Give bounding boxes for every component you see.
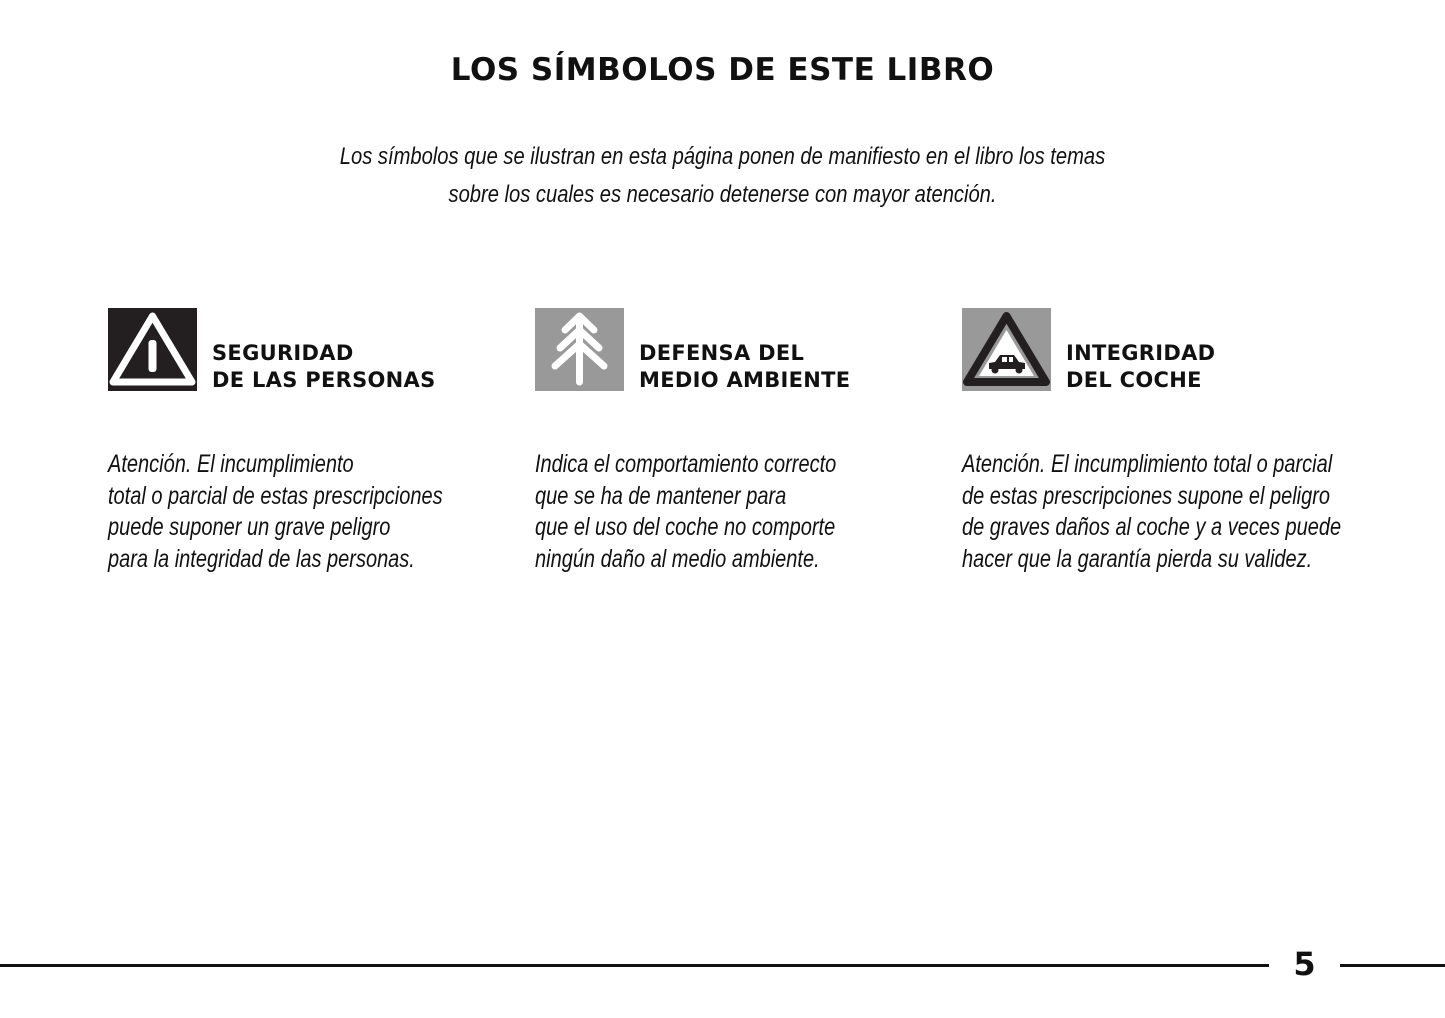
footer-rule	[1340, 964, 1445, 967]
description-line: total o parcial de estas prescripciones	[108, 481, 443, 510]
description-line: de graves daños al coche y a veces puede	[962, 513, 1342, 541]
symbol-title	[639, 340, 850, 394]
symbol-title-line: INTEGRIDAD	[1066, 341, 1216, 365]
intro-line: sobre los cuales es necesario detenerse con mayor atención.	[448, 181, 997, 208]
page-title: LOS SÍMBOLOS DE ESTE LIBRO	[450, 52, 995, 88]
symbol-title	[1066, 340, 1215, 394]
intro-text	[116, 138, 1330, 214]
description-line: hacer que la garantía pierda su validez.	[962, 544, 1313, 573]
symbol-title-line: MEDIO AMBIENTE	[639, 368, 851, 392]
symbol-title	[212, 340, 436, 394]
symbol-environment	[535, 308, 955, 575]
warning-triangle-icon	[108, 308, 197, 391]
symbol-car-integrity	[962, 308, 1382, 575]
symbol-description	[962, 449, 1378, 575]
symbol-title-line: DE LAS PERSONAS	[212, 368, 436, 392]
description-line: de estas prescripciones supone el peligro	[962, 481, 1330, 510]
description-line: Atención. El incumplimiento total o parcial	[962, 450, 1333, 478]
description-line: ningún daño al medio ambiente.	[535, 544, 820, 573]
footer-rule	[0, 964, 1269, 967]
symbol-title-line: SEGURIDAD	[212, 341, 354, 365]
tree-icon	[535, 308, 624, 391]
description-line: que se ha de mantener para	[535, 481, 787, 510]
description-line: Atención. El incumplimiento	[108, 450, 354, 478]
car-warning-icon	[962, 308, 1051, 391]
symbol-description	[535, 449, 951, 575]
symbol-title-line: DEL COCHE	[1066, 368, 1202, 392]
symbol-personal-safety	[108, 308, 528, 575]
symbol-title-line: DEFENSA DEL	[639, 341, 805, 365]
intro-line: Los símbolos que se ilustran en esta página ponen de manifiesto en el libro los temas	[339, 143, 1106, 170]
description-line: Indica el comportamiento correcto	[535, 450, 837, 478]
description-line: puede suponer un grave peligro	[108, 513, 391, 541]
description-line: que el uso del coche no comporte	[535, 513, 836, 541]
description-line: para la integridad de las personas.	[108, 544, 415, 573]
symbol-description	[108, 449, 524, 575]
page-number: 5	[1293, 945, 1316, 983]
